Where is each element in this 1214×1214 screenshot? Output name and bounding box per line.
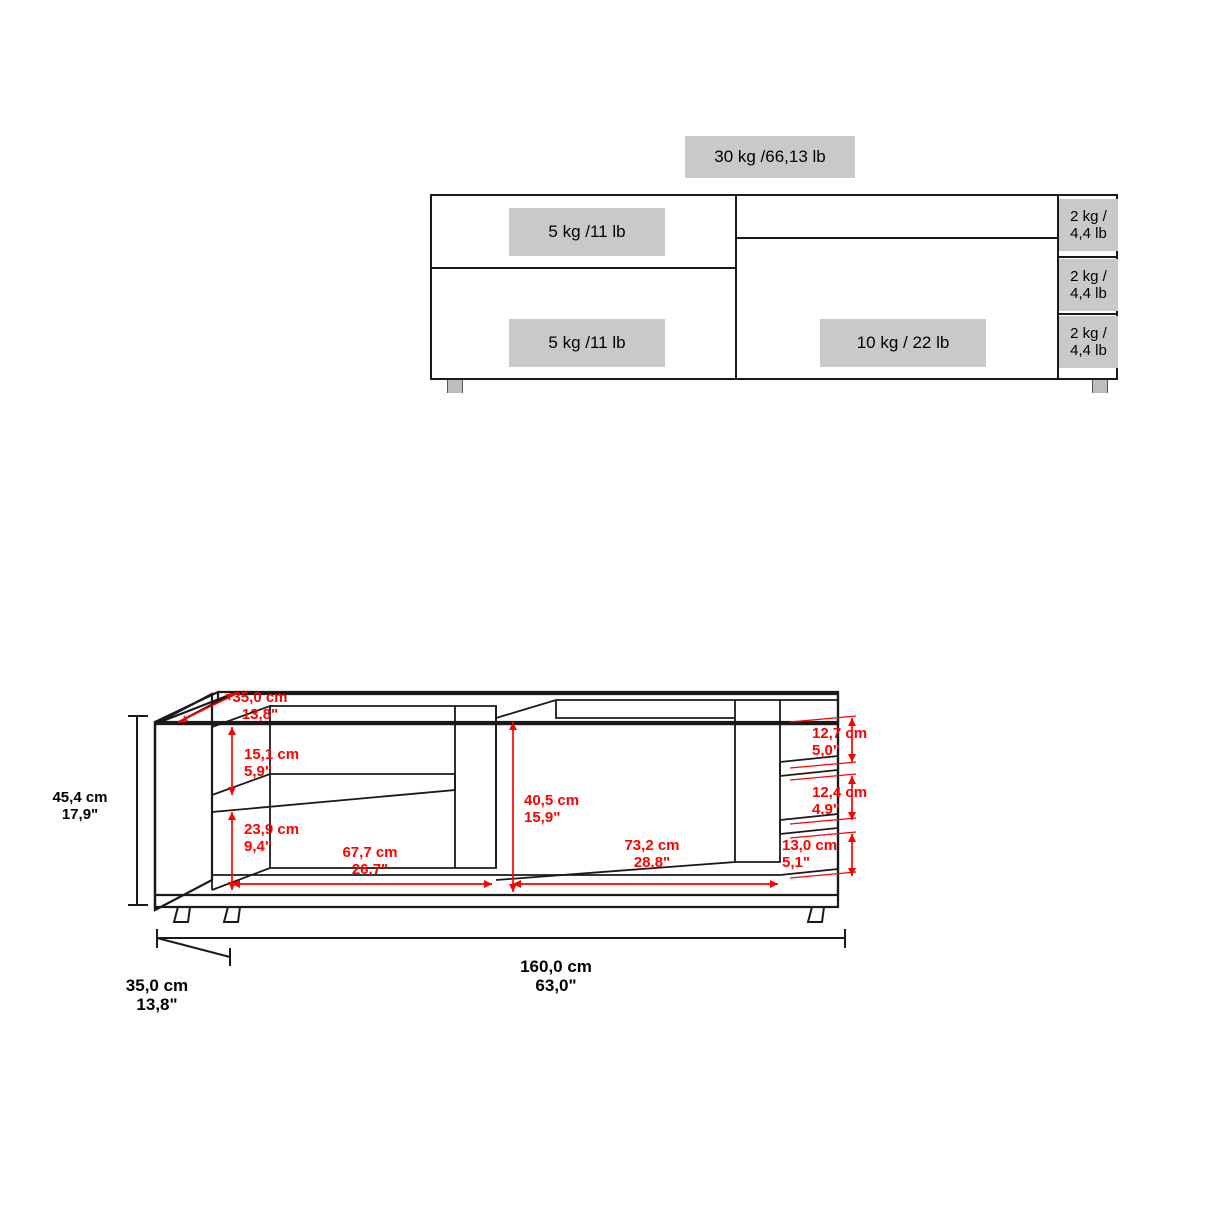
dim-side-top-cm: 12,7 cm (812, 725, 868, 742)
load-chip-side-2-line2: 4,4 lb (1070, 285, 1107, 302)
dim-depth-top-in: 13,8" (241, 705, 279, 723)
dim-depth-bottom-cm: 35,0 cm (125, 976, 189, 995)
dim-total-width-in: 63,0" (535, 976, 577, 996)
load-chip-side-1-line1: 2 kg / (1070, 207, 1107, 225)
dim-side-top (812, 726, 922, 760)
dim-center-height-in: 15,9" (524, 808, 561, 826)
dim-total-height-cm: 45,4 cm (52, 789, 108, 806)
dim-left-lower-opening-in: 9,4" (244, 837, 272, 855)
load-chip-side-2-line1: 2 kg / (1070, 267, 1107, 285)
dim-left-section-width-cm: 67,7 cm (342, 844, 398, 861)
dim-depth-bottom (87, 976, 227, 1014)
dim-side-top-in: 5,0" (812, 741, 840, 759)
dim-center-width-cm: 73,2 cm (624, 837, 680, 854)
dim-side-mid-in: 4,9" (812, 800, 840, 818)
dim-left-section-width-in: 26,7" (351, 860, 389, 878)
dim-side-bottom-in: 5,1" (782, 853, 810, 871)
dim-center-width (587, 838, 717, 872)
dim-depth-top (200, 690, 320, 724)
load-chip-upper-left-shelf: 5 kg /11 lb (509, 208, 665, 256)
dim-total-height (30, 790, 130, 824)
dim-total-width-cm: 160,0 cm (520, 957, 592, 976)
dim-left-upper-opening-cm: 15,1 cm (244, 746, 300, 763)
dim-left-upper-opening-in: 5,9" (244, 762, 272, 780)
dim-left-section-width (305, 845, 435, 879)
dim-total-height-in: 17,9" (61, 805, 99, 823)
dim-total-width (476, 957, 636, 995)
dim-side-mid (812, 785, 922, 819)
dim-side-mid-cm: 12,4 cm (812, 784, 868, 801)
dim-left-upper-opening (244, 747, 354, 781)
load-chip-lower-left-shelf: 5 kg /11 lb (509, 319, 665, 367)
dim-left-lower-opening-cm: 23,9 cm (244, 821, 300, 838)
dim-side-bottom (782, 838, 892, 872)
load-chip-side-1-line2: 4,4 lb (1070, 225, 1107, 242)
dim-depth-top-cm: 35,0 cm (232, 689, 288, 706)
dim-center-height-cm: 40,5 cm (524, 792, 580, 809)
load-chip-top: 30 kg /66,13 lb (685, 136, 855, 178)
dim-center-height (524, 793, 634, 827)
dim-side-bottom-cm: 13,0 cm (782, 837, 838, 854)
dim-center-width-in: 28,8" (633, 853, 671, 871)
load-chip-center: 10 kg / 22 lb (820, 319, 986, 367)
load-chip-side-3-line1: 2 kg / (1070, 324, 1107, 342)
dim-depth-bottom-in: 13,8" (136, 995, 178, 1015)
load-chip-side-3-line2: 4,4 lb (1070, 342, 1107, 359)
